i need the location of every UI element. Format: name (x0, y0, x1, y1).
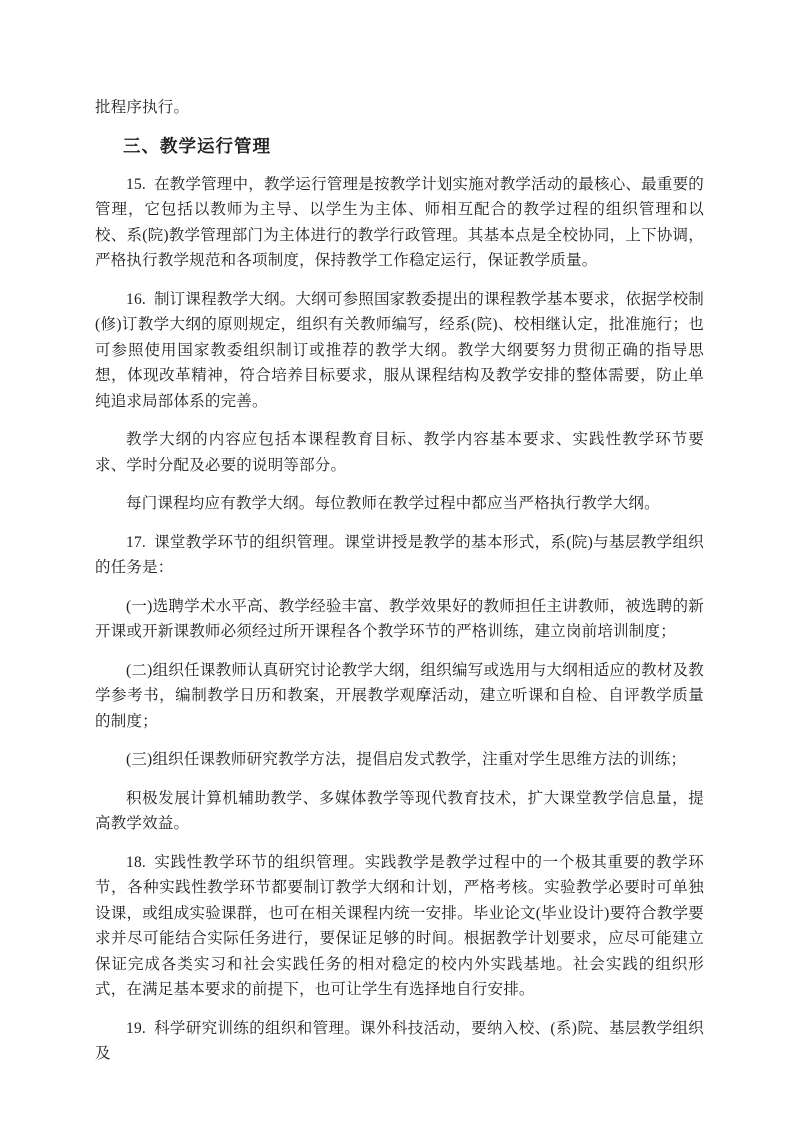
paragraph-19: 19. 科学研究训练的组织和管理。课外科技活动，要纳入校、(系)院、基层教学组织及 (95, 1019, 704, 1062)
paragraph-item-3: (三)组织任课教师研究教学方法，提倡启发式教学，注重对学生思维方法的训练； (126, 751, 687, 768)
paragraph-item-2: (二)组织任课教师认真研究讨论教学大纲，组织编写或选用与大纲相适应的教材及教学参考书，编制教学日历和教案，开展教学观摩活动，建立听课和自检、自评教学质量的制度； (95, 661, 704, 730)
paragraph-syllabus-content: 教学大纲的内容应包括本课程教育目标、教学内容基本要求、实践性教学环节要求、学时分配及必要的说明等部分。 (95, 431, 704, 474)
paragraph-18: 18. 实践性教学环节的组织管理。实践教学是教学过程中的一个极其重要的教学环节，各种实践性教学环节都要制订教学大纲和计划，严格考核。实验教学必要时可单独设课，或组成实验课群，也可在相关课程内统一安排。毕业论文(毕业设计)要符合教学要求并尽可能结合实际任务进行，要保证足够的时间。根据教学计划要求，应尽可能建立保证完成各类实习和社会实践任务的相对稳定的校内外实践基地。社会实践的组织形式，在满足基本要求的前提下，也可让学生有选择地自行安排。 (95, 853, 704, 998)
paragraph-modern-education-tech: 积极发展计算机辅助教学、多媒体教学等现代教育技术，扩大课堂教学信息量，提高教学效益。 (95, 789, 704, 832)
paragraph-item-1: (一)选聘学术水平高、教学经验丰富、教学效果好的教师担任主讲教师，被选聘的新开课或开新课教师必须经过所开课程各个教学环节的严格训练，建立岗前培训制度； (95, 597, 704, 640)
section-heading: 三、教学运行管理 (123, 135, 271, 156)
paragraph-16: 16. 制订课程教学大纲。大纲可参照国家教委提出的课程教学基本要求，依据学校制(修)订教学大纲的原则规定，组织有关教师编写，经系(院)、校相继认定，批准施行；也可参照使用国家教委组织制订或推荐的教学大纲。教学大纲要努力贯彻正确的指导思想，体现改革精神，符合培养目标要求，服从课程结构及教学安排的整体需要，防止单纯追求局部体系的完善。 (95, 290, 704, 410)
paragraph-17: 17. 课堂教学环节的组织管理。课堂讲授是教学的基本形式，系(院)与基层教学组织的任务是： (95, 533, 704, 576)
paragraph-syllabus-requirement: 每门课程均应有教学大纲。每位教师在教学过程中都应当严格执行教学大纲。 (126, 495, 660, 512)
paragraph-15: 15. 在教学管理中，教学运行管理是按教学计划实施对教学活动的最核心、最重要的管理，它包括以教师为主导、以学生为主体、师相互配合的教学过程的组织管理和以校、系(院)教学管理部门为主体进行的教学行政管理。其基本点是全校协同，上下协调，严格执行教学规范和各项制度，保持教学工作稳定运行，保证教学质量。 (95, 175, 704, 269)
continuation-paragraph: 批程序执行。 (95, 99, 190, 116)
